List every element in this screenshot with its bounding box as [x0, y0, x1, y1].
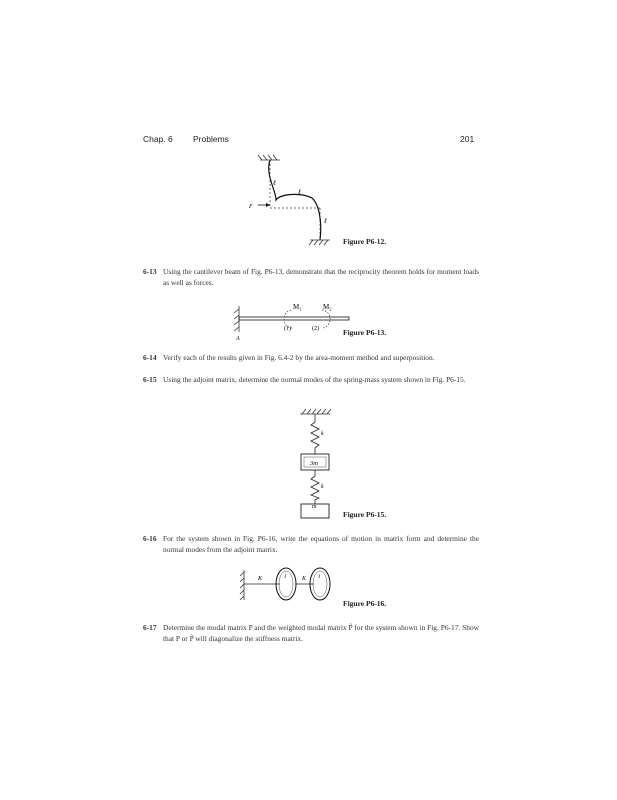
label-support: A [236, 336, 240, 342]
page-number: 201 [460, 134, 475, 144]
problem-6-17 [143, 622, 479, 644]
figure-p6-12 [240, 150, 360, 250]
ceiling-support [300, 409, 331, 414]
problem-text: Using the cantilever beam of Fig. P6-13, demonstrate that the reciprocity theorem holds for moment loads as well as forces. [163, 267, 479, 287]
problem-number: 6-16 [143, 534, 157, 543]
bottom-fixed-support [309, 240, 330, 245]
label-force: F [249, 204, 253, 210]
figure-caption-p6-12: Figure P6-12. [343, 237, 387, 246]
running-header-chapter: Chap. 6 [143, 134, 173, 144]
wall-support [240, 570, 244, 600]
label-m1: M₁ [293, 303, 302, 311]
label-length-3: ℓ [324, 217, 327, 225]
label-m2: M₂ [323, 303, 332, 311]
problem-6-13 [143, 266, 479, 288]
label-spring-1: k [321, 431, 324, 437]
label-point-1: (1) [284, 326, 291, 332]
figure-caption-p6-13: Figure P6-13. [343, 328, 387, 337]
force-arrow [258, 203, 270, 207]
problem-6-16 [143, 533, 479, 555]
problem-number: 6-13 [143, 267, 157, 276]
label-shaft-1: K [258, 576, 263, 582]
wall-support [234, 306, 239, 332]
figure-caption-p6-15: Figure P6-15. [343, 510, 387, 519]
running-header-section: Problems [193, 134, 229, 144]
problem-text: Using the adjoint matrix, determine the normal modes of the spring-mass system shown in Fig. P6-15. [163, 375, 466, 384]
figure-p6-16 [238, 562, 338, 610]
label-spring-2: k [321, 484, 324, 490]
figure-p6-15 [290, 408, 340, 520]
label-shaft-2: K [302, 576, 307, 582]
problem-text: For the system shown in Fig. P6-16, write the equations of motion in matrix form and determine the normal modes from the adjoint matrix. [163, 534, 479, 554]
label-point-2: (2) [312, 326, 319, 332]
bent-beam-dashed [270, 160, 320, 240]
label-mass-3m: 3m [310, 460, 318, 467]
label-length-2: ℓ [298, 188, 301, 196]
figure-p6-13 [230, 298, 360, 343]
problem-number: 6-14 [143, 353, 157, 362]
label-mass-m: m [312, 504, 317, 510]
label-disk-2: J [318, 575, 321, 580]
problem-number: 6-15 [143, 375, 157, 384]
problem-6-14 [143, 352, 479, 363]
moment-arrow-2 [322, 310, 330, 328]
deflected-beam [269, 160, 321, 240]
problem-text: Determine the modal matrix P and the weighted modal matrix P̃ for the system shown in Fig. P6-17. Show that P or P̃ will diagonalize the stiffness matrix. [163, 623, 479, 643]
label-disk-1: J [284, 575, 287, 580]
problem-6-15 [143, 374, 479, 385]
cantilever-beam [239, 317, 349, 320]
spring-1 [311, 414, 319, 454]
figure-caption-p6-16: Figure P6-16. [343, 599, 387, 608]
label-length-1: ℓ [273, 179, 276, 187]
problem-number: 6-17 [143, 623, 157, 632]
spring-2 [311, 470, 319, 504]
top-fixed-support [258, 155, 280, 160]
problem-text: Verify each of the results given in Fig. 6.4-2 by the area-moment method and superposition. [163, 353, 435, 362]
